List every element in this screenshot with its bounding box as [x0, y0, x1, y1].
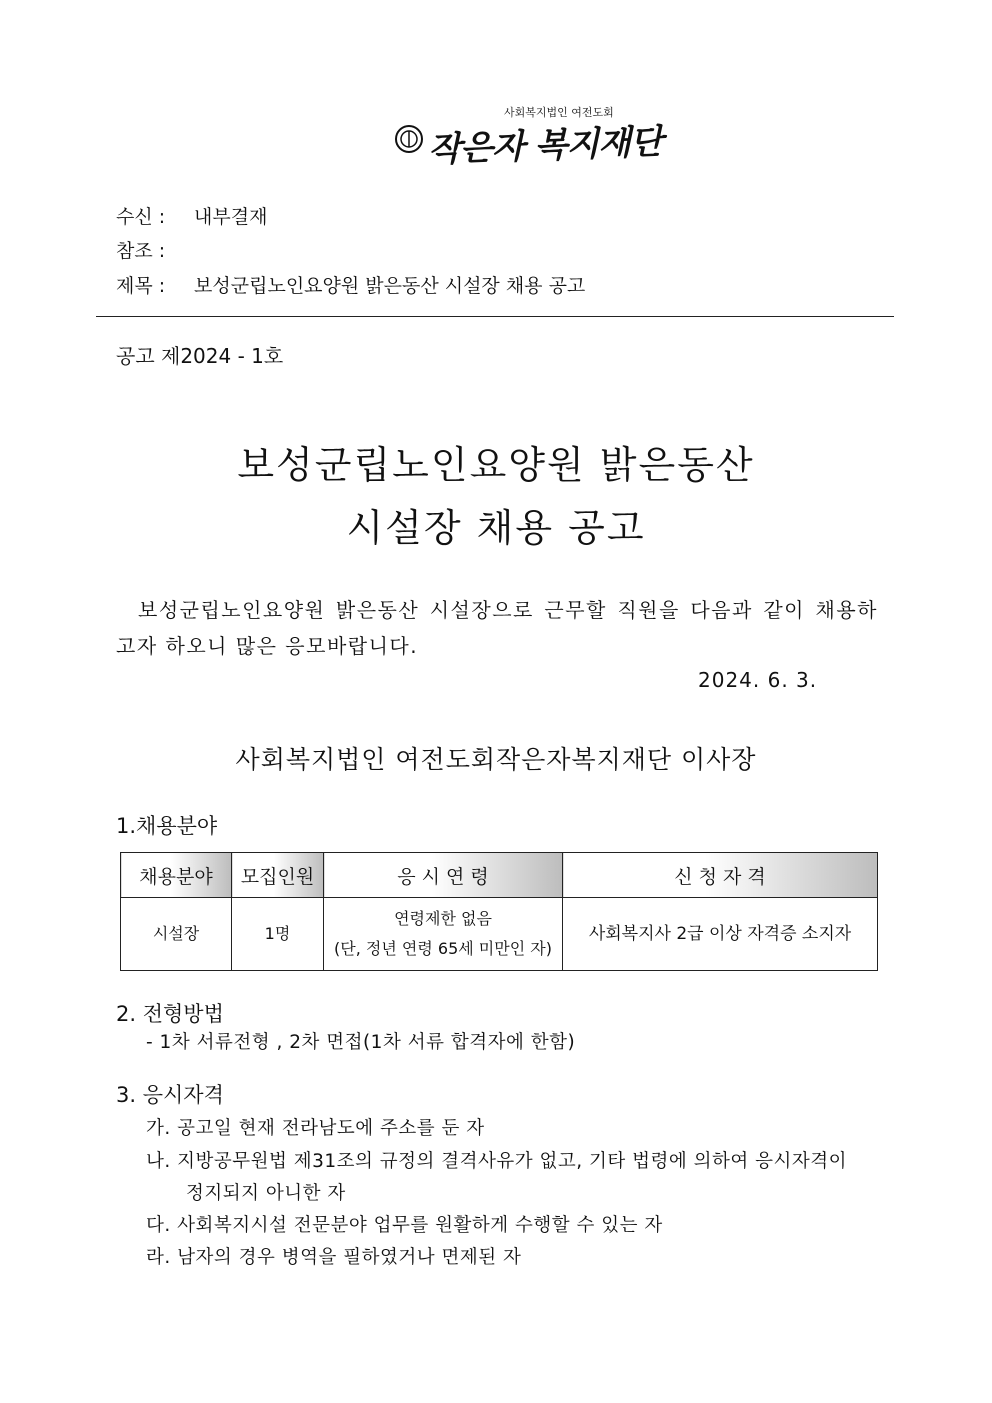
- list-item: 라. 남자의 경우 병역을 필하였거나 면제된 자: [146, 1247, 522, 1268]
- page-title-line2: 시설장 채용 공고: [346, 506, 646, 550]
- subject-label: 제목 :: [116, 275, 166, 297]
- section-field-title: 1.채용분야: [116, 814, 218, 838]
- page-title-line1: 보성군립노인요양원 밝은동산: [237, 443, 755, 487]
- signer: 사회복지법인 여전도회작은자복지재단 이사장: [235, 745, 757, 774]
- logo-wordmark: 작은자 복지재단: [427, 121, 663, 171]
- header-age: 응 시 연 령: [324, 853, 563, 898]
- table-header-row: [121, 853, 878, 898]
- intro-text: 보성군립노인요양원 밝은동산 시설장으로 근무할 직원을 다음과 같이 채용하고자 하오니 많은 응모바랍니다.: [116, 598, 878, 658]
- table-row: [121, 898, 878, 971]
- reference-label: 참조 :: [116, 240, 166, 262]
- recipient-label: 수신 :: [116, 206, 166, 228]
- list-item: 가. 공고일 현재 전라남도에 주소를 둔 자: [146, 1118, 485, 1139]
- header-qualification: 신 청 자 격: [563, 853, 878, 898]
- foundation-logo: [392, 100, 663, 180]
- cell-qualification: 사회복지사 2급 이상 자격증 소지자: [563, 898, 878, 971]
- list-item: 다. 사회복지시설 전문분야 업무를 원활하게 수행할 수 있는 자: [146, 1215, 663, 1236]
- section-method-title: 2. 전형방법: [116, 1002, 224, 1026]
- recipient-row: [116, 202, 267, 229]
- cell-count: 1명: [232, 898, 324, 971]
- header-divider: [96, 316, 894, 317]
- cell-age-line1: 연령제한 없음: [394, 909, 492, 928]
- header-count: 모집인원: [232, 853, 324, 898]
- section-eligibility-title: 3. 응시자격: [116, 1083, 224, 1107]
- recipient-value: 내부결재: [194, 206, 268, 228]
- notice-number: 공고 제2024 - 1호: [116, 344, 284, 368]
- method-detail: - 1차 서류전형 , 2차 면접(1차 서류 합격자에 한함): [146, 1032, 576, 1053]
- list-item: 나. 지방공무원법 제31조의 규정의 결격사유가 없고, 기타 법령에 의하여 응시자격이: [146, 1151, 847, 1172]
- intro-paragraph: [116, 592, 878, 664]
- subject-value: 보성군립노인요양원 밝은동산 시설장 채용 공고: [194, 275, 586, 297]
- list-item-continuation: 정지되지 아니한 자: [186, 1183, 346, 1204]
- cell-age-line2: (단, 정년 연령 65세 미만인 자): [334, 939, 552, 958]
- cell-field: 시설장: [121, 898, 232, 971]
- seal-icon: [394, 124, 424, 154]
- logo-subtitle: 사회복지법인 여전도회: [504, 106, 614, 119]
- subject-row: [116, 271, 585, 298]
- header-field: 채용분야: [121, 853, 232, 898]
- reference-row: [116, 236, 188, 263]
- cell-age: [324, 898, 563, 971]
- notice-date: 2024. 6. 3.: [698, 668, 818, 692]
- recruitment-table: [120, 852, 878, 971]
